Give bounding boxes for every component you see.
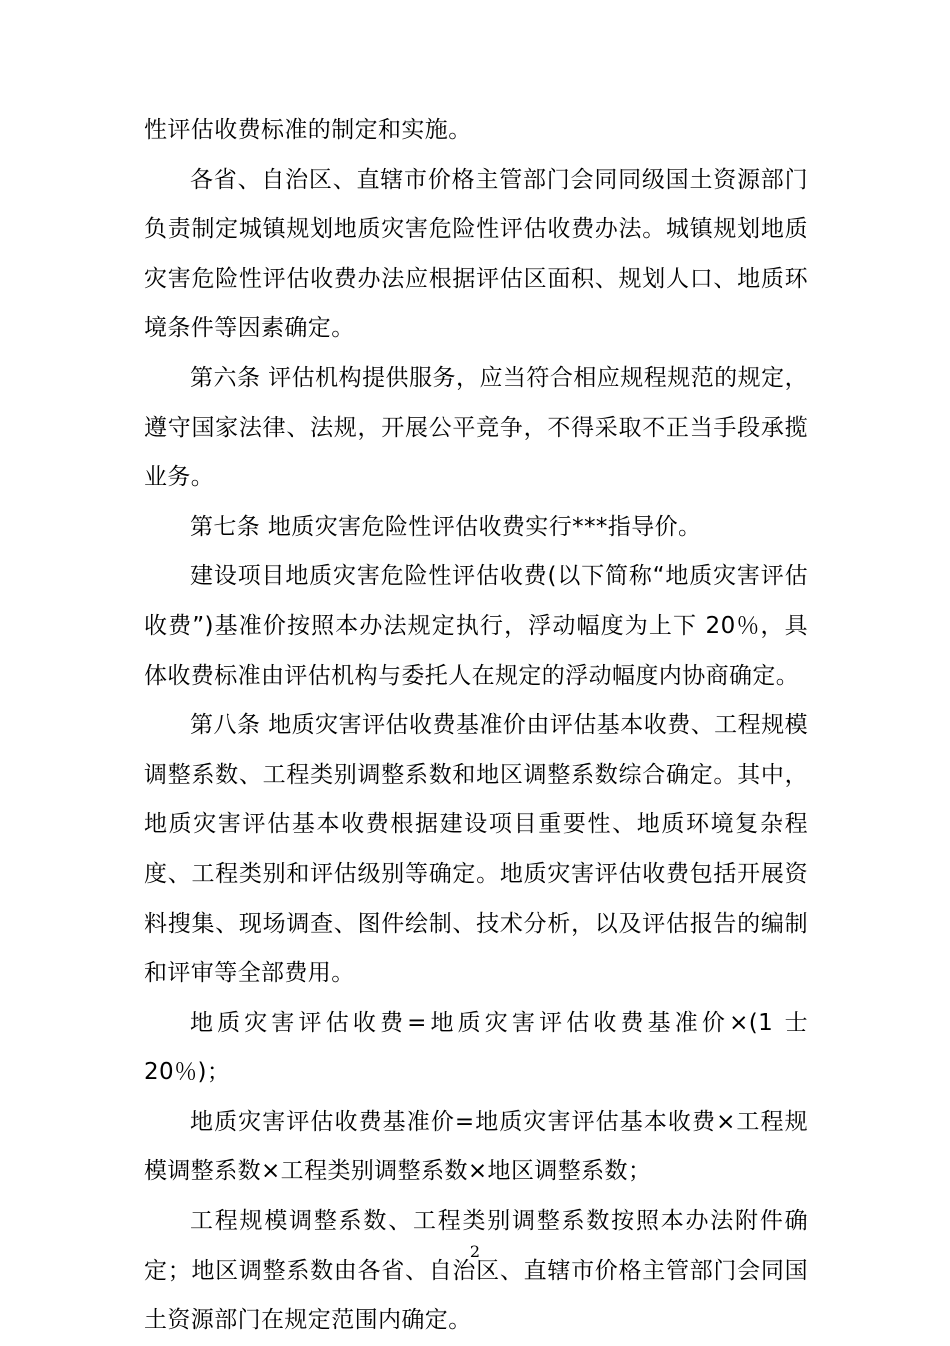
paragraph: 地质灾害评估收费=地质灾害评估收费基准价×(1 士 20％)；	[144, 1009, 808, 1086]
paragraph: 第七条 地质灾害危险性评估收费实行***指导价。	[190, 513, 702, 540]
paragraph: 第六条 评估机构提供服务，应当符合相应规程规范的规定，遵守国家法律、法规，开展公平竞争，不得采取不正当手段承揽业务。	[144, 364, 808, 491]
paragraph: 第八条 地质灾害评估收费基准价由评估基本收费、工程规模调整系数、工程类别调整系数和地区调整系数综合确定。其中，地质灾害评估基本收费根据建设项目重要性、地质环境复杂程度、工程类别和评估级别等确定。地质灾害评估收费包括开展资料搜集、现场调查、图件绘制、技术分析，以及评估报告的编制和评审等全部费用。	[144, 712, 808, 987]
page-number: 2	[469, 1242, 481, 1261]
paragraph: 地质灾害评估收费基准价=地质灾害评估基本收费×工程规模调整系数×工程类别调整系数×地区调整系数；	[144, 1108, 808, 1185]
paragraph: 建设项目地质灾害危险性评估收费(以下简称“地质灾害评估收费”)基准价按照本办法规定执行，浮动幅度为上下 20％，具体收费标准由评估机构与委托人在规定的浮动幅度内协商确定。	[144, 563, 808, 689]
paragraph: 性评估收费标准的制定和实施。	[144, 117, 472, 143]
document-body	[144, 106, 808, 1346]
paragraph: 工程规模调整系数、工程类别调整系数按照本办法附件确定；地区调整系数由各省、自治区、直辖市价格主管部门会同国土资源部门在规定范围内确定。	[144, 1208, 808, 1334]
paragraph: 各省、自治区、直辖市价格主管部门会同同级国土资源部门负责制定城镇规划地质灾害危险性评估收费办法。城镇规划地质灾害危险性评估收费办法应根据评估区面积、规划人口、地质环境条件等因素确定。	[144, 166, 808, 342]
